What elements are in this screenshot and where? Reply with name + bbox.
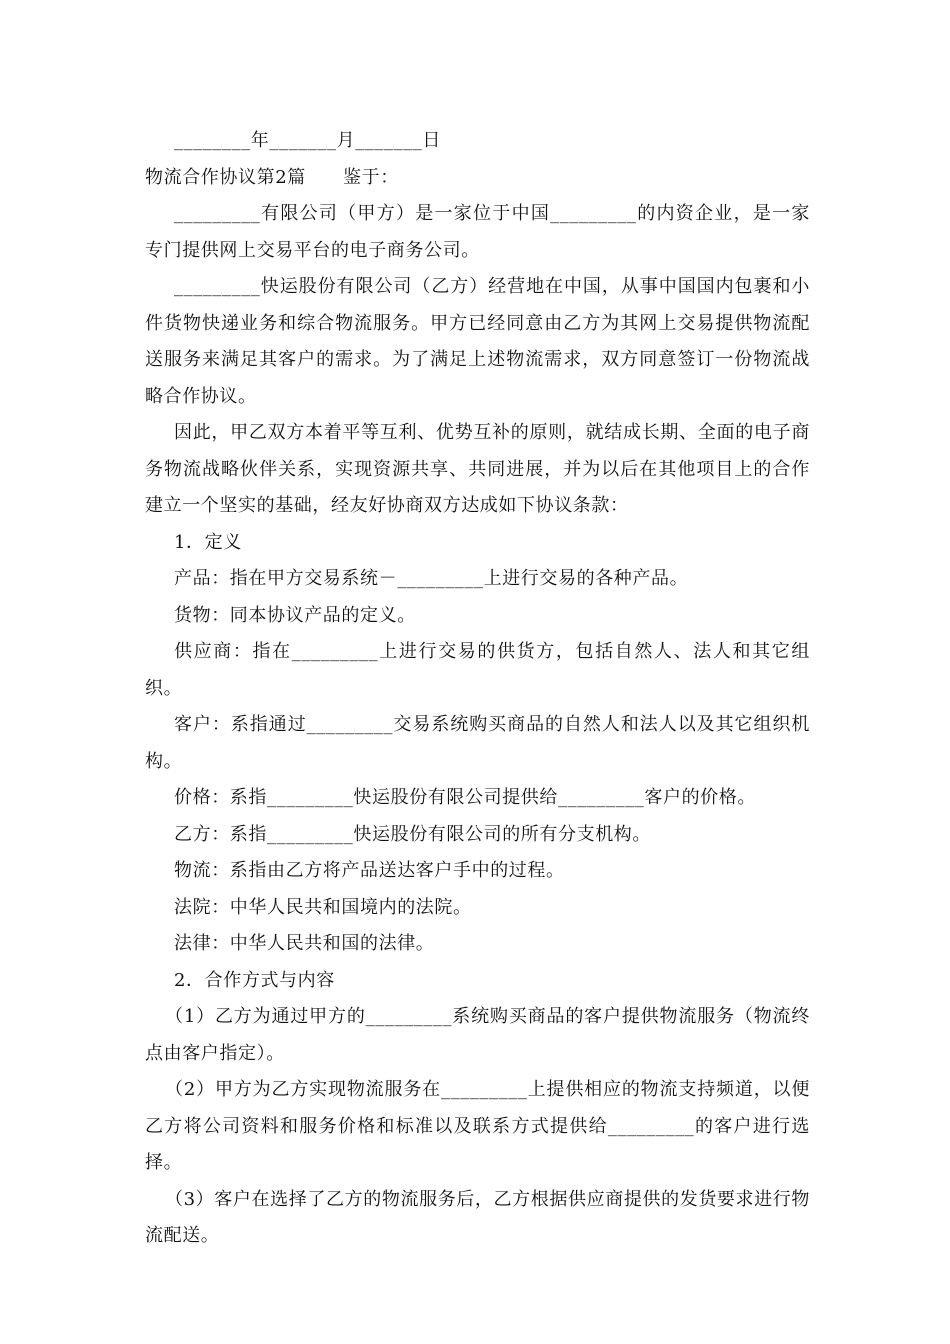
definition-supplier: 供应商：指在_________上进行交易的供货方，包括自然人、法人和其它组织。 (145, 641, 810, 699)
definition-price: 价格：系指_________快运股份有限公司提供给_________客户的价格。 (174, 787, 756, 808)
definition-court: 法院：中华人民共和国境内的法院。 (174, 896, 472, 918)
cooperation-item-3: （3）客户在选择了乙方的物流服务后，乙方根据供应商提供的发货要求进行物流配送。 (145, 1188, 810, 1246)
document-body (145, 123, 810, 1255)
cooperation-item-1: （1）乙方为通过甲方的_________系统购买商品的客户提供物流服务（物流终点由客户指定）。 (145, 1006, 810, 1064)
definition-law: 法律：中华人民共和国的法律。 (174, 933, 435, 954)
cooperation-item-2: （2）甲方为乙方实现物流服务在_________上提供相应的物流支持频道，以便乙方将公司资料和服务价格和标准以及联系方式提供给_________的客户进行选择。 (145, 1079, 810, 1173)
definition-product: 产品：指在甲方交易系统－_________上进行交易的各种产品。 (174, 568, 689, 589)
section-heading: 物流合作协议第2篇 鉴于： (145, 166, 399, 188)
paragraph-party-b: _________快运股份有限公司（乙方）经营地在中国，从事中国国内包裹和小件货物快递业务和综合物流服务。甲方已经同意由乙方为其网上交易提供物流配送服务来满足其客户的需求。为了满足上述物流需求，双方同意签订一份物流战略合作协议。 (145, 276, 810, 407)
definition-party-b: 乙方：系指_________快运股份有限公司的所有分支机构。 (174, 823, 651, 845)
definition-customer: 客户：系指通过_________交易系统购买商品的自然人和法人以及其它组织机构。 (145, 714, 810, 772)
paragraph-therefore: 因此，甲乙双方本着平等互利、优势互补的原则，就结成长期、全面的电子商务物流战略伙伴关系，实现资源共享、共同进展，并为以后在其他项目上的合作建立一个坚实的基础，经友好协商双方达成如下协议条款： (145, 422, 810, 516)
definition-goods: 货物：同本协议产品的定义。 (174, 604, 416, 626)
definition-logistics: 物流：系指由乙方将产品送达客户手中的过程。 (174, 860, 565, 881)
clause-heading-cooperation: 2．合作方式与内容 (174, 969, 335, 991)
paragraph-party-a: _________有限公司（甲方）是一家位于中国_________的内资企业，是一家专门提供网上交易平台的电子商务公司。 (145, 203, 810, 261)
date-line: ________年_______月_______日 (174, 130, 441, 151)
clause-heading-definitions: 1．定义 (174, 531, 242, 553)
